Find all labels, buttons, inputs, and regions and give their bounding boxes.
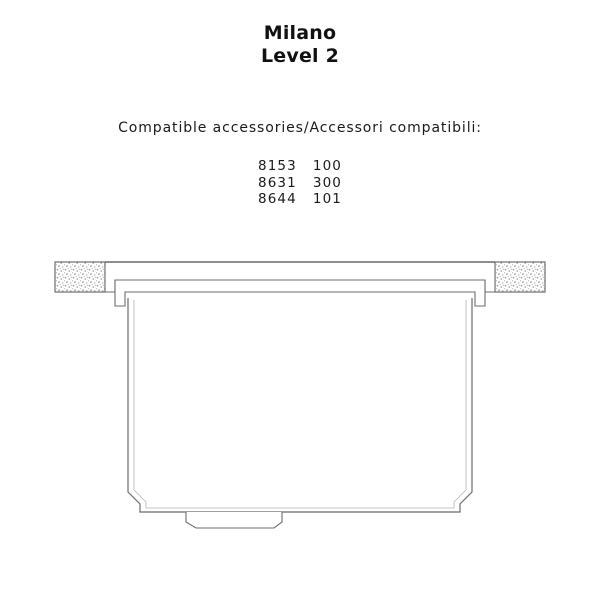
sink-basin — [128, 298, 472, 512]
drain-boss — [186, 512, 282, 528]
accessories-heading: Compatible accessories/Accessori compatibili: — [118, 120, 482, 136]
list-item: 8644 101 — [258, 191, 342, 207]
countertop-right — [495, 262, 545, 292]
list-item: 8153 100 — [258, 158, 342, 174]
accessories-list — [0, 158, 600, 208]
page-subtitle: Level 2 — [260, 45, 339, 67]
technical-drawing — [0, 236, 600, 556]
title-block — [0, 22, 600, 68]
list-item: 8631 300 — [258, 174, 342, 191]
page-title: Milano — [263, 22, 337, 44]
countertop-left — [55, 262, 105, 292]
